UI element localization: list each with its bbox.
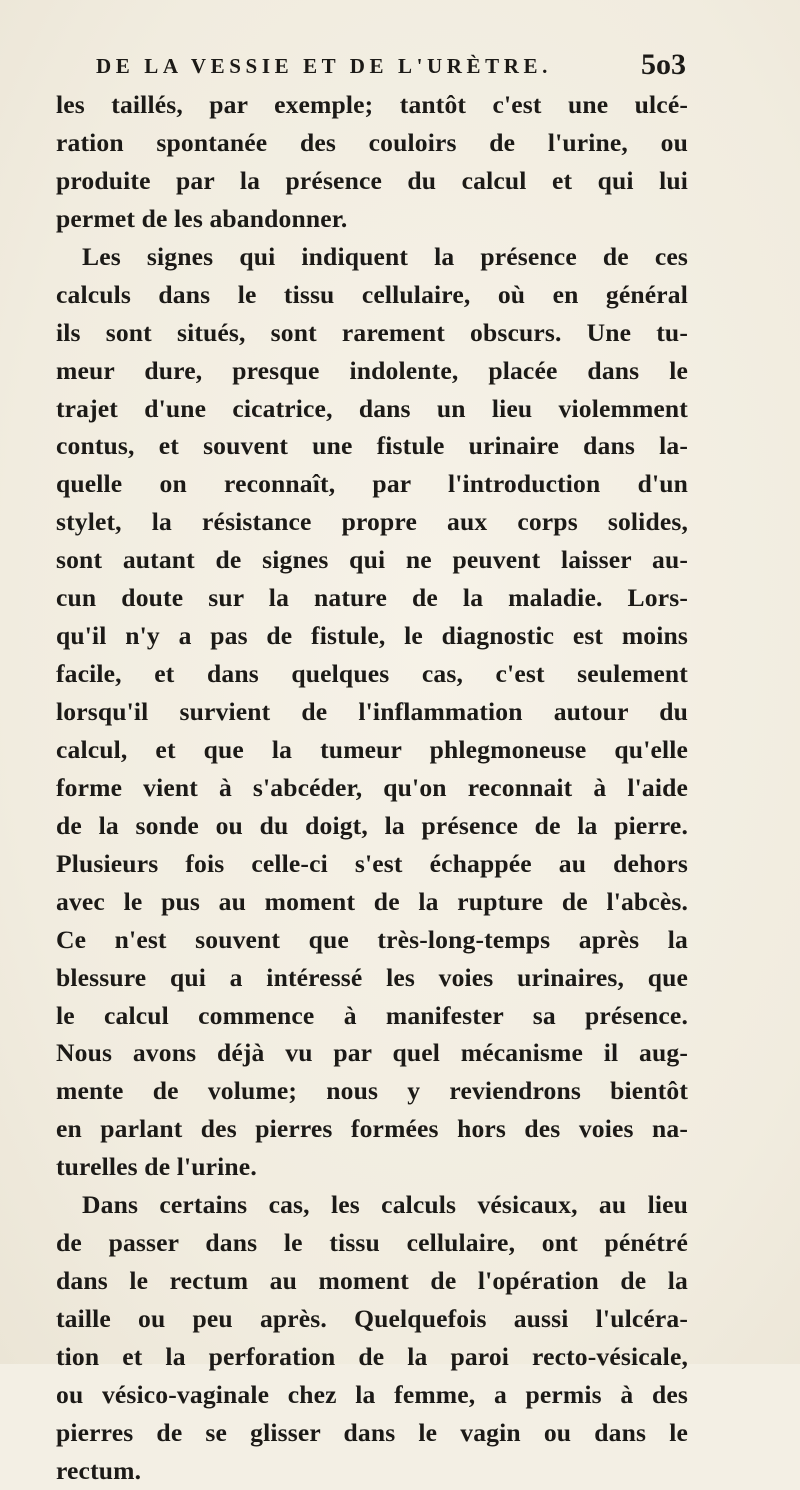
text-line: ou vésico-vaginale chez la femme, a permis à des: [56, 1379, 688, 1409]
text-line: tion et la perforation de la paroi recto-vésicale,: [56, 1341, 688, 1371]
text-line: ration spontanée des couloirs de l'urine, ou: [56, 127, 688, 157]
text-line: lorsqu'il survient de l'inflammation autour du: [56, 697, 688, 726]
text-line: taille ou peu après. Quelquefois aussi l'ulcéra-: [56, 1304, 688, 1333]
text-line: permet de les abandonner.: [56, 203, 348, 233]
text-line: contus, et souvent une fistule urinaire dans la-: [56, 431, 688, 461]
text-line: cun doute sur la nature de la maladie. Lors-: [56, 583, 688, 613]
text-line: Ce n'est souvent que très-long-temps après la: [56, 924, 688, 954]
text-line: rectum.: [56, 1455, 142, 1485]
text-line: mente de volume; nous y reviendrons bientôt: [56, 1076, 688, 1106]
text-line: turelles de l'urine.: [56, 1152, 257, 1182]
text-line: avec le pus au moment de la rupture de l'abcès.: [56, 886, 688, 916]
text-line: Plusieurs fois celle-ci s'est échappée au dehors: [56, 848, 688, 878]
text-line: sont autant de signes qui ne peuvent laisser au-: [56, 545, 688, 575]
running-head: [96, 48, 686, 88]
text-line: meur dure, presque indolente, placée dans le: [56, 355, 688, 385]
text-line: qu'il n'y a pas de fistule, le diagnostic est moins: [56, 621, 688, 651]
text-line: dans le rectum au moment de l'opération de la: [56, 1266, 688, 1296]
text-line: calcul, et que la tumeur phlegmoneuse qu'elle: [56, 734, 688, 764]
text-line: stylet, la résistance propre aux corps solides,: [56, 507, 688, 537]
text-line: blessure qui a intéressé les voies urinaires, que: [56, 962, 688, 992]
text-line: calculs dans le tissu cellulaire, où en général: [56, 279, 688, 309]
body-text: [56, 86, 688, 1490]
text-line: quelle on reconnaît, par l'introduction d'un: [56, 469, 688, 499]
text-line: facile, et dans quelques cas, c'est seulement: [56, 659, 688, 689]
running-title: DE LA VESSIE ET DE L'URÈTRE.: [96, 54, 552, 78]
text-line: pierres de se glisser dans le vagin ou dans le: [56, 1417, 688, 1447]
text-line: Nous avons déjà vu par quel mécanisme il aug-: [56, 1038, 688, 1068]
text-line: ils sont situés, sont rarement obscurs. Une tu-: [56, 317, 688, 347]
text-line: forme vient à s'abcéder, qu'on reconnait à l'aide: [56, 772, 688, 802]
text-line: de la sonde ou du doigt, la présence de la pierre.: [56, 810, 688, 840]
paragraph-start-line: Dans certains cas, les calculs vésicaux, au lieu: [82, 1190, 688, 1220]
page-number: 5o3: [641, 48, 686, 81]
text-line: en parlant des pierres formées hors des voies na-: [56, 1114, 688, 1144]
text-line: produite par la présence du calcul et qui lui: [56, 165, 688, 195]
paragraph-start-line: Les signes qui indiquent la présence de ces: [82, 241, 688, 271]
text-line: le calcul commence à manifester sa présence.: [56, 1000, 688, 1030]
text-line: trajet d'une cicatrice, dans un lieu violemment: [56, 393, 688, 423]
text-line: de passer dans le tissu cellulaire, ont pénétré: [56, 1228, 688, 1258]
text-line: les taillés, par exemple; tantôt c'est une ulcé-: [56, 90, 688, 119]
